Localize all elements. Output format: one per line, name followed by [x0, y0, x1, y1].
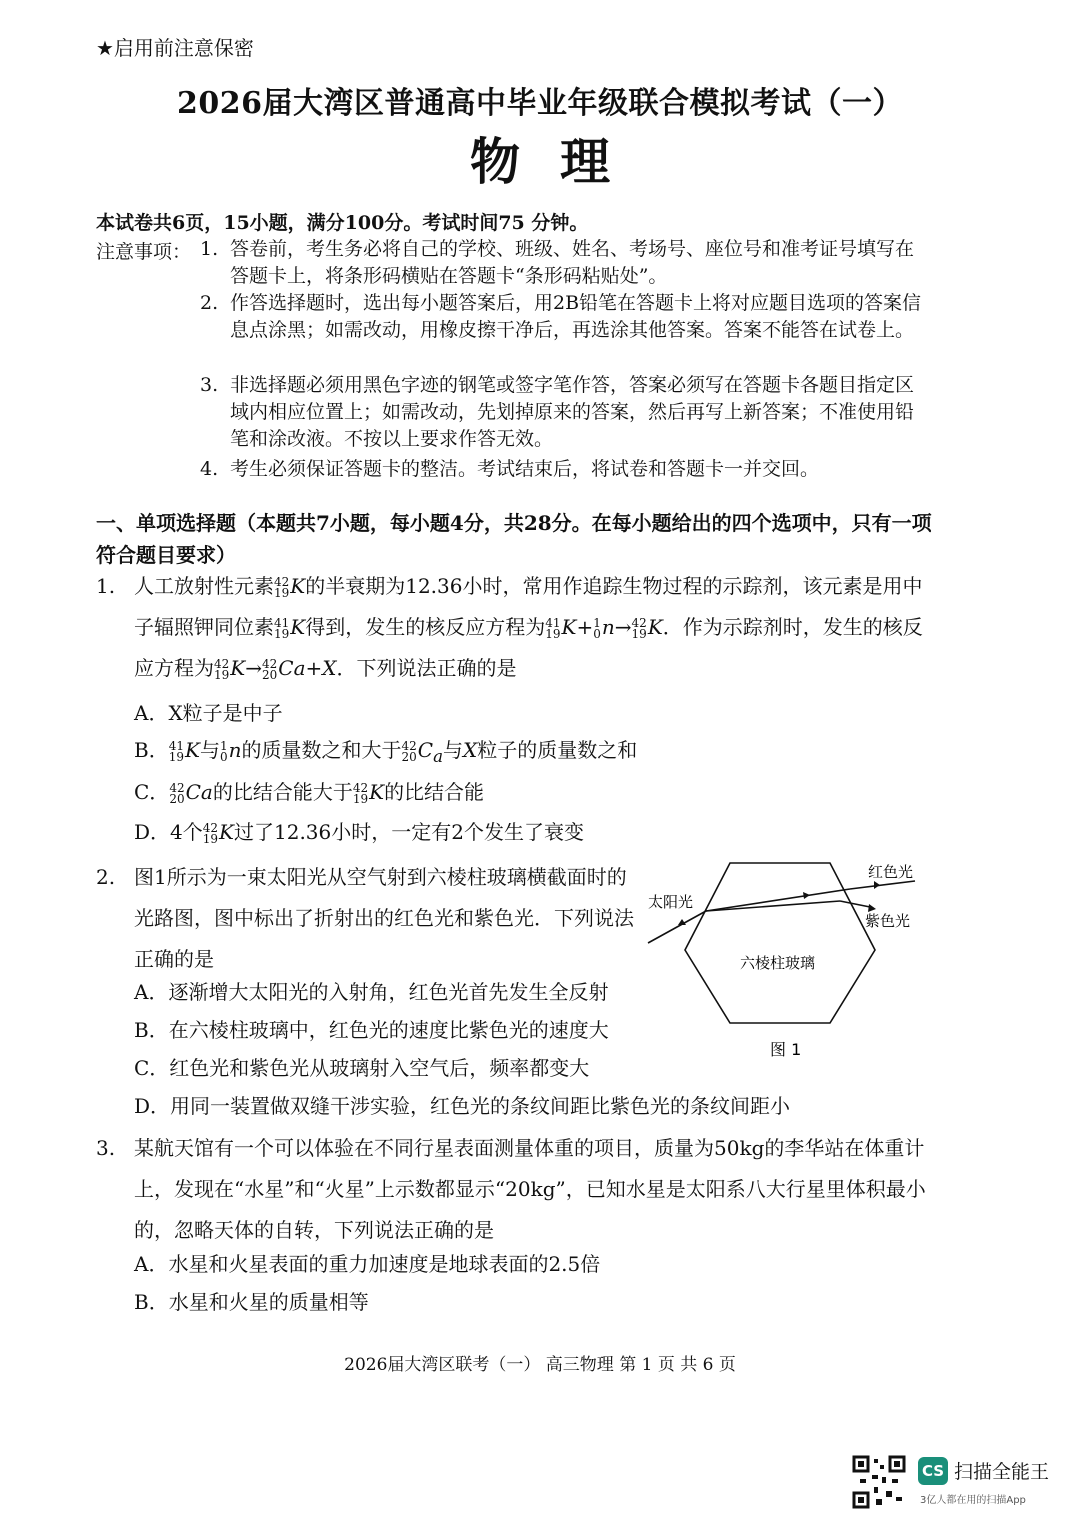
red-arrow: [874, 881, 880, 889]
nuclide-k42: 42 19: [274, 574, 290, 600]
stem-text: 的半衰期为12.36小时，常用作追踪生物过程的示踪剂，该元素是用中子辐照钾同位素: [134, 574, 923, 639]
q1-option-c: C． 42 20 Ca的比结合能大于 42 19 K的比结合能: [134, 780, 485, 806]
nuclide-ca42: 42 20: [262, 656, 278, 682]
question-number: 1.: [96, 574, 116, 598]
note-item-1: [200, 236, 932, 290]
glass-label: 六棱柱玻璃: [740, 954, 816, 972]
note-number: 1.: [200, 238, 219, 260]
violet-light-label: 紫色光: [865, 912, 911, 930]
q1-option-d: D．4个 42 19 K过了12.36小时，一定有2个发生了衰变: [134, 820, 584, 846]
subject-title: 物理: [470, 132, 650, 191]
stem-text: 得到，发生的核反应方程为: [305, 615, 546, 639]
question-stem: 人工放射性元素 42 19 K的半衰期为12.36小时，常用作追踪生物过程的示踪剂，该元素是用中子辐照钾同位素 41 19 K得到，发生的核反应方程为 41 19 K+ 1 0 n→ 42 19 K．作为示踪剂时，发生的核反应方程为 42 19 K→ 42 20 Ca+X．下列说法正确的是: [134, 574, 923, 682]
nuclide-k41: 41 19: [545, 615, 561, 641]
nuclide-k42: 42 19: [631, 615, 647, 641]
q3-option-b: B．水星和火星的质量相等: [134, 1290, 369, 1314]
note-text: 作答选择题时，选出每小题答案后，用2B铅笔在答题卡上将对应题目选项的答案信息点涂黑；如需改动，用橡皮擦干净后，再选涂其他答案。答案不能答在试卷上。: [230, 292, 922, 341]
red-light-label: 红色光: [868, 863, 914, 881]
q1-option-b: B． 41 19 K与 1 0 n的质量数之和大于 42 20 $C_a$与X粒子的质量数之和: [134, 738, 638, 766]
stem-text: ．作为示踪剂时，发生的核反应方程为: [134, 615, 923, 680]
stem-text: ．下列说法正确的是: [336, 656, 517, 680]
paper-info: 本试卷共6页，15小题，满分100分。考试时间75 分钟。: [96, 212, 589, 234]
nuclide-symbol: K: [290, 615, 306, 639]
note-item-2: [200, 290, 932, 344]
q2-option-a: A．逐渐增大太阳光的入射角，红色光首先发生全反射: [134, 980, 609, 1004]
section-heading: 一、单项选择题（本题共7小题，每小题4分，共28分。在每小题给出的四个选项中，只有一项符合题目要求）: [96, 511, 932, 567]
note-number: 2.: [200, 292, 219, 314]
violet-arrow: [868, 904, 876, 912]
nuclide-k41: 41 19: [274, 615, 290, 641]
exam-title: 2026届大湾区普通高中毕业年级联合模拟考试（一）: [177, 86, 903, 121]
note-item-3: [200, 372, 932, 453]
note-text: 答卷前，考生务必将自己的学校、班级、姓名、考场号、座位号和准考证号填写在答题卡上，将条形码横贴在答题卡“条形码粘贴处”。: [230, 238, 915, 287]
q2-option-c: C．红色光和紫色光从玻璃射入空气后，频率都变大: [134, 1056, 590, 1080]
q2-option-d: D．用同一装置做双缝干涉实验，红色光的条纹间距比紫色光的条纹间距小: [134, 1094, 791, 1118]
note-text: 考生必须保证答题卡的整洁。考试结束后，将试卷和答题卡一并交回。: [230, 458, 820, 480]
hexagon-prism-figure: [640, 855, 930, 1065]
scanner-logo-icon: CS: [918, 1457, 948, 1485]
scanner-tagline: 3亿人都在用的扫描App: [920, 1495, 1026, 1506]
q3-option-a: A．水星和火星表面的重力加速度是地球表面的2.5倍: [134, 1252, 601, 1276]
question-number: 2.: [96, 865, 116, 889]
question-stem: 图1所示为一束太阳光从空气射到六棱柱玻璃横截面时的光路图，图中标出了折射出的红色光和紫色光．下列说法正确的是: [134, 865, 634, 971]
note-item-4: [200, 456, 932, 483]
question-3: [96, 1128, 936, 1251]
violet-ray-exit: [840, 901, 870, 907]
nuclide-n: 1 0: [593, 615, 601, 641]
nuclide-k42: 42 19: [214, 656, 230, 682]
note-number: 4.: [200, 458, 219, 480]
red-ray-inside: [706, 889, 850, 911]
page-footer: 2026届大湾区联考（一） 高三物理 第 1 页 共 6 页: [344, 1355, 736, 1375]
note-text: 非选择题必须用黑色字迹的钢笔或签字笔作答，答案必须写在答题卡各题目指定区域内相应位置上；如需改动，先划掉原来的答案，然后再写上新答案；不准使用铅笔和涂改液。不按以上要求作答无效。: [230, 374, 915, 450]
stem-text: 人工放射性元素: [134, 574, 274, 598]
sunlight-label: 太阳光: [648, 893, 694, 911]
scanner-watermark: [852, 1455, 1062, 1511]
red-ray-exit: [850, 881, 915, 889]
question-stem: 某航天馆有一个可以体验在不同行星表面测量体重的项目，质量为50kg的李华站在体重计上，发现在“水星”和“火星”上示数都显示“20kg”，已知水星是太阳系八大行星里体积最小的，忽略天体的自转，下列说法正确的是: [134, 1136, 926, 1242]
question-1: [96, 566, 936, 689]
violet-ray-inside: [706, 901, 840, 911]
hexagon-outline: [685, 863, 875, 1023]
inside-arrow: [803, 892, 810, 899]
figure-caption: 图 1: [770, 1040, 802, 1059]
notes-label: 注意事项：: [96, 241, 192, 263]
note-number: 3.: [200, 374, 219, 396]
nuclide-symbol: K: [290, 574, 306, 598]
confidential-mark: ★启用前注意保密: [96, 36, 254, 60]
qr-code-icon: [852, 1455, 906, 1509]
question-number: 3.: [96, 1136, 116, 1160]
q1-option-a: A．X粒子是中子: [134, 701, 283, 725]
q2-option-b: B．在六棱柱玻璃中，红色光的速度比紫色光的速度大: [134, 1018, 609, 1042]
scanner-app-name: 扫描全能王: [954, 1461, 1050, 1483]
question-2: [96, 857, 636, 980]
